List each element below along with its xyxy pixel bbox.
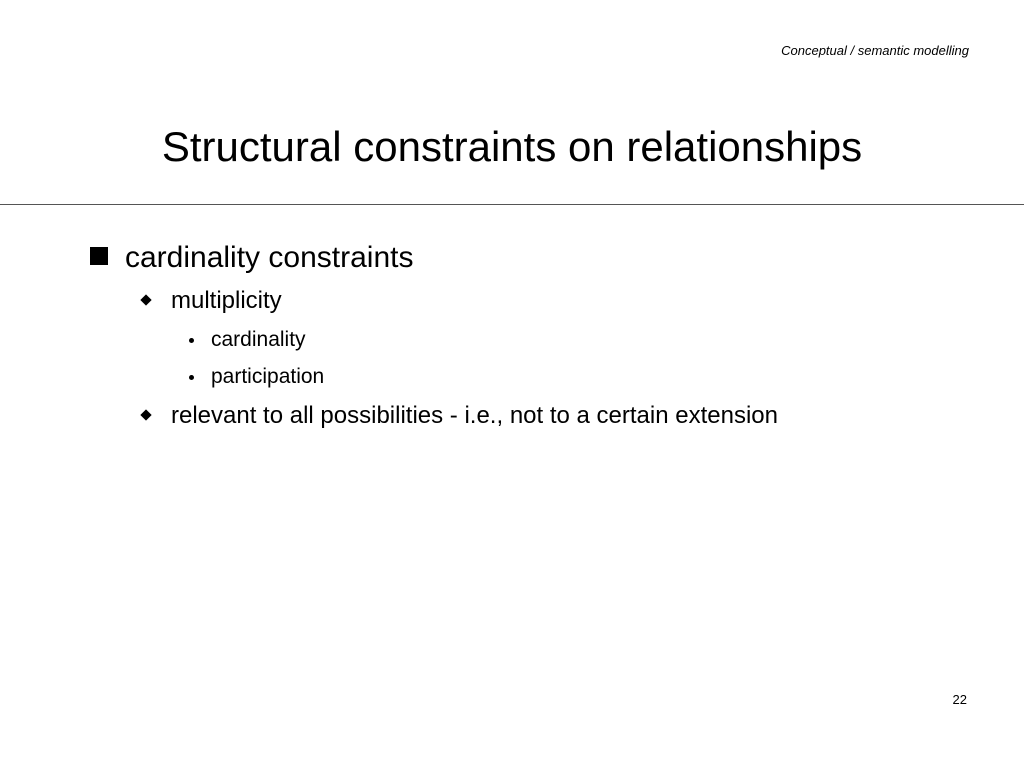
bullet-level-2	[140, 401, 778, 431]
bullet-level-1	[90, 240, 413, 276]
bullet-text: participation	[211, 365, 325, 388]
bullet-level-3	[189, 363, 324, 391]
bullet-text: relevant to all possibilities - i.e., not to a certain extension	[171, 402, 778, 429]
section-label: Conceptual / semantic modelling	[781, 43, 969, 58]
diamond-bullet-icon	[140, 294, 151, 305]
bullet-level-2	[140, 286, 282, 316]
page-number: 22	[952, 692, 967, 707]
bullet-text: multiplicity	[171, 287, 282, 314]
diamond-bullet-icon	[140, 409, 151, 420]
bullet-text: cardinality constraints	[125, 241, 414, 274]
title-divider	[0, 204, 1024, 205]
slide-title: Structural constraints on relationships	[161, 123, 863, 170]
dot-bullet-icon	[189, 338, 194, 343]
dot-bullet-icon	[189, 375, 194, 380]
bullet-level-3	[189, 326, 306, 354]
bullet-text: cardinality	[211, 328, 306, 351]
square-bullet-icon	[90, 247, 108, 265]
